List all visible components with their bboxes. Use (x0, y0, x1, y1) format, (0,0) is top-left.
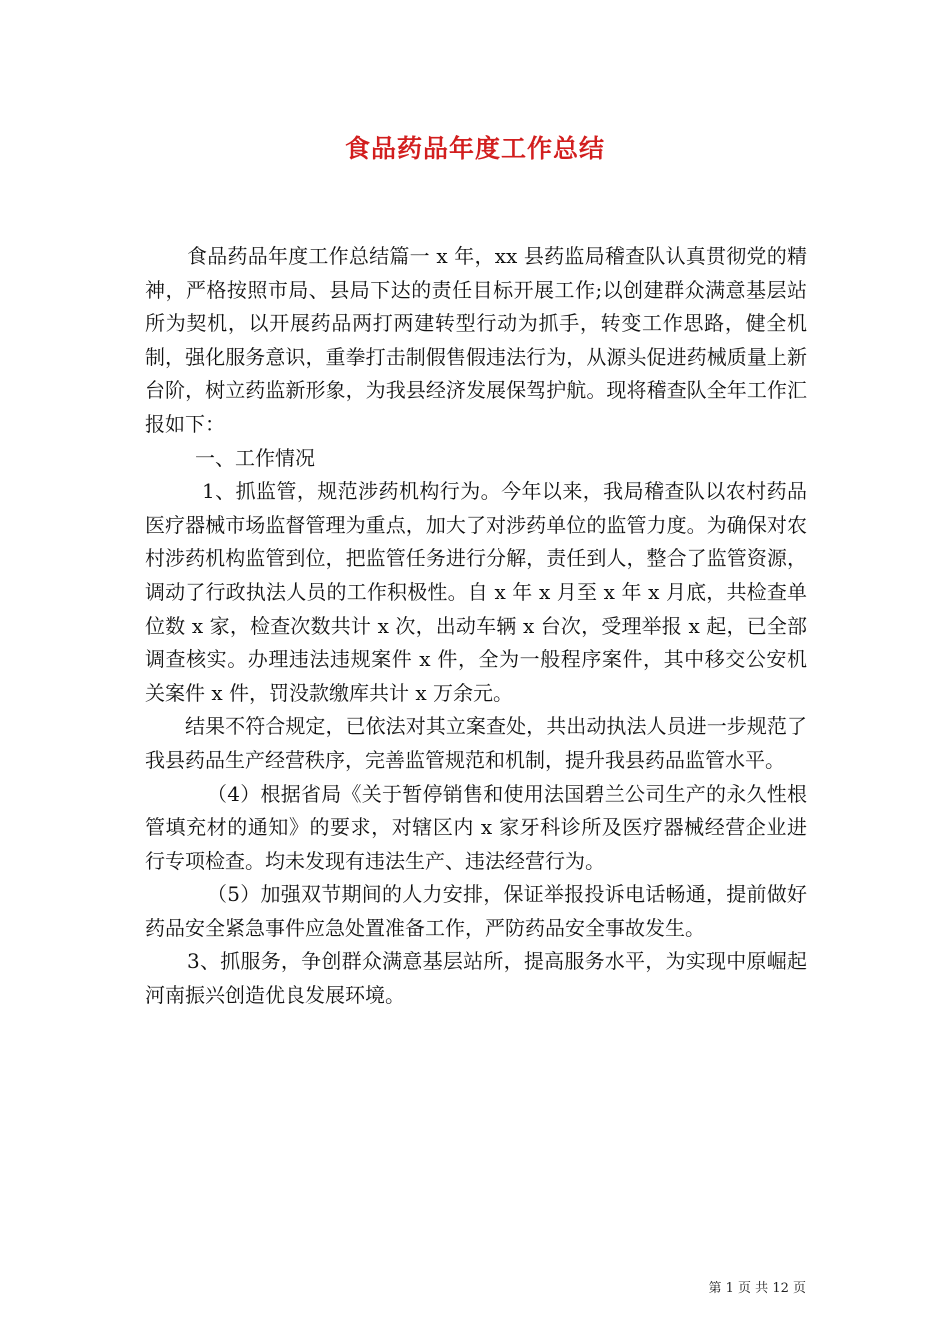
paragraph-intro: 食品药品年度工作总结篇一 x 年，xx 县药监局稽查队认真贯彻党的精神，严格按照市局、县局下达的责任目标开展工作;以创建群众满意基层站所为契机，以开展药品两打两建转型行动为抓手，转变工作思路，健全机制，强化服务意识，重拳打击制假售假违法行为，从源头促进药械质量上新台阶，树立药监新形象，为我县经济发展保驾护航。现将稽查队全年工作汇报如下： (145, 244, 807, 436)
document-body (145, 240, 807, 1013)
paragraph-supervision: 1、抓监管，规范涉药机构行为。今年以来，我局稽查队以农村药品医疗器械市场监督管理为重点，加大了对涉药单位的监管力度。为确保对农村涉药机构监管到位，把监管任务进行分解，责任到人，整合了监管资源，调动了行政执法人员的工作积极性。自 x 年 x 月至 x 年 x 月底，共检查单位数 x 家，检查次数共计 x 次，出动车辆 x 台次，受理举报 x 起，已全部调查核实。办理违法违规案件 x 件，全为一般程序案件，其中移交公安机关案件 x 件，罚没款缴库共计 x 万余元。 (145, 479, 807, 705)
section-heading-work-status: 一、工作情况 (195, 445, 315, 470)
document-title: 食品药品年度工作总结 (344, 134, 605, 163)
page-number: 第 1 页 共 12 页 (708, 1281, 806, 1296)
paragraph-item-4: （4）根据省局《关于暂停销售和使用法国碧兰公司生产的永久性根管填充材的通知》的要求，对辖区内 x 家牙科诊所及医疗器械经营企业进行专项检查。均未发现有违法生产、违法经营行为。 (145, 781, 807, 873)
paragraph-item-5: （5）加强双节期间的人力安排，保证举报投诉电话畅通，提前做好药品安全紧急事件应急处置准备工作，严防药品安全事故发生。 (145, 882, 807, 940)
paragraph-service: 3、抓服务，争创群众满意基层站所，提高服务水平，为实现中原崛起河南振兴创造优良发展环境。 (145, 949, 807, 1008)
paragraph-results: 结果不符合规定，已依法对其立案查处，共出动执法人员进一步规范了我县药品生产经营秩序，完善监管规范和机制，提升我县药品监管水平。 (145, 714, 807, 772)
